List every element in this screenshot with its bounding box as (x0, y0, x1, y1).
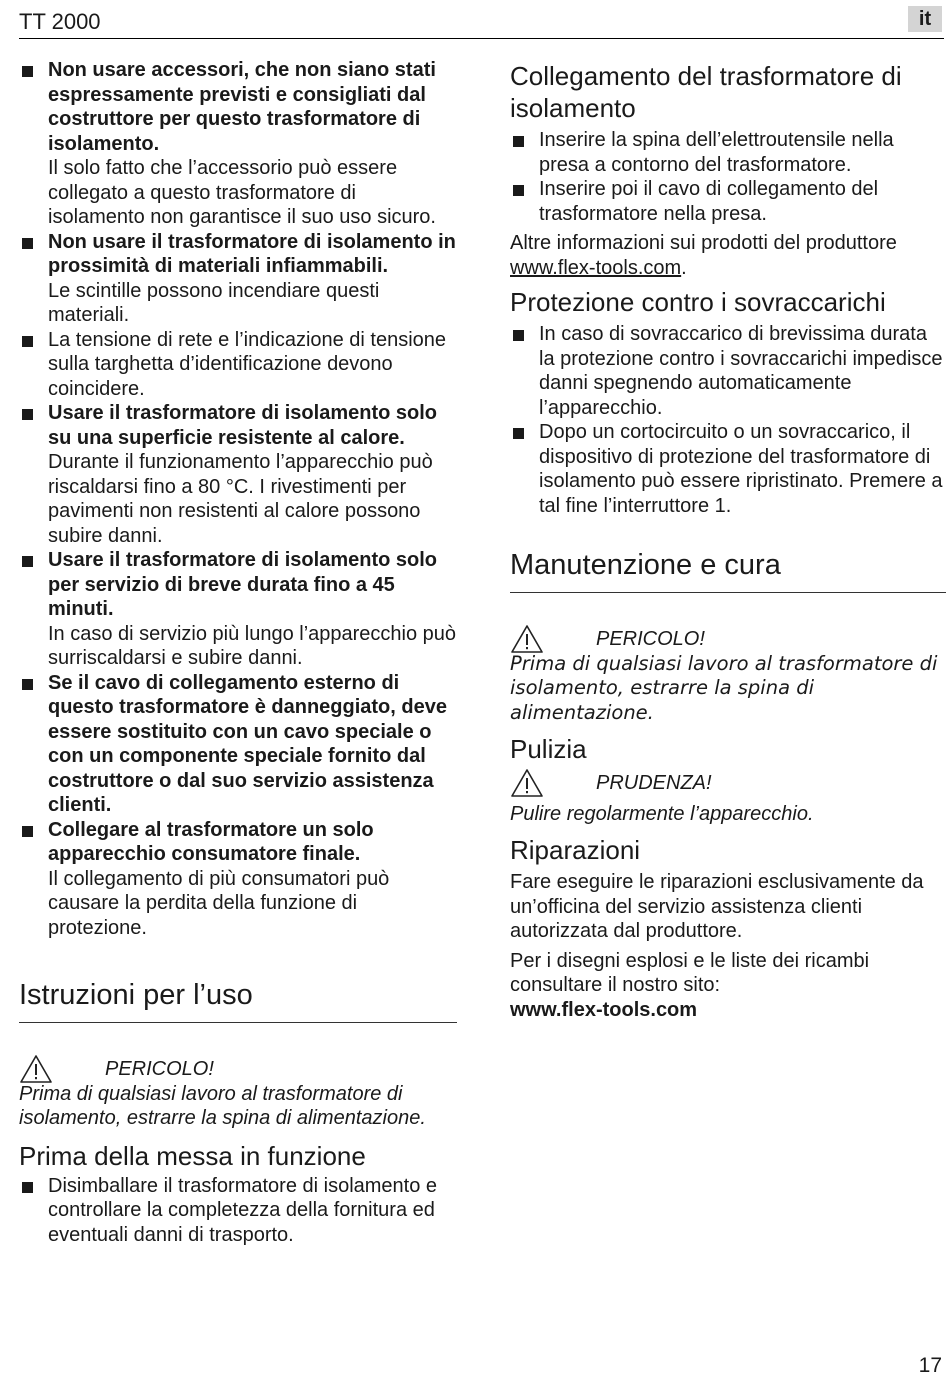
bullet-text: Disimballare il trasformatore di isolamento e controllare la completezza della fornitura ed eventuali danni di trasporto. (48, 1174, 438, 1246)
safety-bullet-flammable (19, 230, 457, 328)
bullet-text: Dopo un cortocircuito o un sovraccarico, il dispositivo di protezione del trasformatore di isolamento può essere ripristinato. Premere a tal fine l’interruttore 1. (539, 421, 943, 517)
caution-label: PRUDENZA! (596, 772, 712, 794)
info-paragraph (510, 231, 946, 280)
parts-text: Per i disegni esplosi e le liste dei ricambi consultare il nostro sito: (510, 949, 870, 996)
cleaning-heading: Pulizia (510, 734, 587, 764)
info-link-suffix: . (681, 256, 687, 279)
warning-triangle-icon (510, 768, 544, 798)
warning-triangle-icon (510, 624, 544, 654)
overload-heading: Protezione contro i sovraccarichi (510, 287, 886, 317)
bullet-text: In caso di servizio più lungo l’apparecchio può surriscaldarsi e subire danni. (48, 622, 457, 669)
bullet-text: Il solo fatto che l’accessorio può essere collegato a questo trasformatore di isolamento non garantisce il suo uso sicuro. (48, 157, 436, 228)
bullet-bold-text: Collegare al trasformatore un solo apparecchio consumatore finale. (48, 818, 374, 865)
danger-warning (19, 1057, 457, 1082)
danger-text: Prima di qualsiasi lavoro al trasformatore di isolamento, estrarre la spina di alimentazione. (19, 1082, 426, 1129)
maintenance-heading: Manutenzione e cura (510, 548, 946, 593)
bullet-bold-text: Non usare accessori, che non siano stati espressamente previsti e consigliati dal costruttore per questo trasformatore di isolamento. (48, 59, 436, 155)
overload-bullet (510, 322, 946, 420)
bullet-text: Inserire la spina dell’elettroutensile nella presa a contorno del trasformatore. (539, 129, 894, 176)
safety-bullet-cable (19, 671, 457, 818)
bullet-text: Il collegamento di più consumatori può causare la perdita della funzione di protezione. (48, 867, 390, 939)
connection-bullet (510, 177, 946, 226)
repairs-text: Fare eseguire le riparazioni esclusivamente da un’officina del servizio assistenza clienti autorizzata dal produttore. (510, 871, 924, 942)
danger-text: Prima di qualsiasi lavoro al trasformatore di isolamento, estrarre la spina di alimentazione. (510, 651, 938, 724)
parts-url[interactable]: www.flex-tools.com (510, 998, 698, 1021)
safety-bullet-heat-surface (19, 401, 457, 548)
safety-bullet-short-duty (19, 548, 457, 671)
startup-bullet (19, 1174, 457, 1248)
overload-bullet (510, 420, 946, 518)
bullet-bold-text: Usare il trasformatore di isolamento solo su una superficie resistente al calore. (48, 402, 437, 449)
bullet-bold-text: Se il cavo di collegamento esterno di questo trasformatore è danneggiato, deve essere sostituito con un cavo speciale o con un componente speciale fornito dal costruttore o dal suo servizio assistenza clienti. (48, 671, 447, 816)
right-column (510, 58, 946, 1022)
bullet-text: Durante il funzionamento l’apparecchio può riscaldarsi fino a 80 °C. I rivestimenti per pavimenti non resistenti al calore possono subire danni. (48, 451, 433, 547)
safety-bullet-accessories (19, 58, 457, 230)
warning-triangle-icon (19, 1054, 53, 1084)
connection-heading: Collegamento del trasformatore di isolamento (510, 61, 902, 123)
bullet-text: In caso di sovraccarico di brevissima durata la protezione contro i sovraccarichi impedisce danni spegnendo automaticamente l’apparecchio. (539, 323, 943, 419)
safety-bullet-voltage (19, 328, 457, 402)
danger-label: PERICOLO! (596, 628, 705, 650)
page-number: 17 (918, 1354, 942, 1377)
language-badge: it (908, 6, 942, 32)
header-divider (19, 38, 944, 39)
info-text: Altre informazioni sui prodotti del produttore (510, 232, 897, 254)
bullet-text: La tensione di rete e l’indicazione di tensione sulla targhetta d’identificazione devono coincidere. (48, 328, 447, 400)
danger-label: PERICOLO! (105, 1058, 214, 1080)
left-column (19, 58, 457, 1247)
danger-warning (510, 627, 946, 652)
bullet-bold-text: Usare il trasformatore di isolamento solo per servizio di breve durata fino a 45 minuti. (48, 549, 437, 620)
startup-heading: Prima della messa in funzione (19, 1140, 366, 1171)
caution-warning (510, 771, 946, 796)
caution-text: Pulire regolarmente l’apparecchio. (510, 802, 814, 825)
safety-bullet-single-consumer (19, 818, 457, 941)
bullet-bold-text: Non usare il trasformatore di isolamento in prossimità di materiali infiammabili. (48, 230, 456, 277)
connection-bullet (510, 128, 946, 177)
repairs-heading: Riparazioni (510, 835, 641, 865)
instructions-heading: Istruzioni per l’uso (19, 978, 457, 1023)
bullet-text: Le scintille possono incendiare questi materiali. (48, 279, 380, 326)
document-title: TT 2000 (19, 9, 101, 34)
info-link[interactable]: www.flex-tools.com (510, 256, 682, 279)
bullet-text: Inserire poi il cavo di collegamento del trasformatore nella presa. (539, 178, 879, 225)
